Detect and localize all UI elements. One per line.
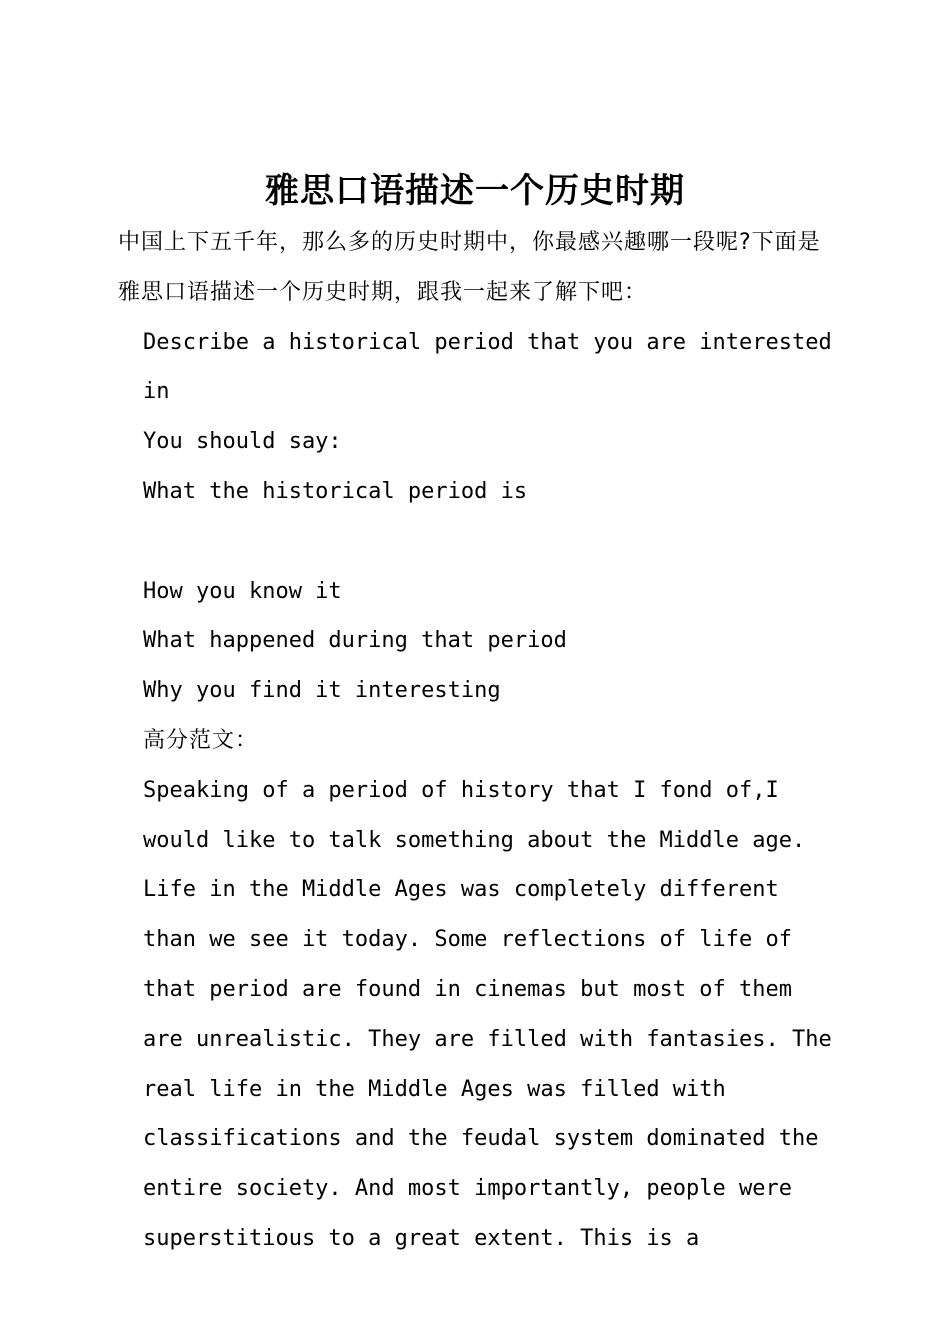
document-title: 雅思口语描述一个历史时期 (265, 170, 685, 211)
cue-item: How you know it (143, 578, 342, 604)
sample-label: 高分范文： (143, 727, 259, 753)
document-body (118, 218, 845, 1264)
cue-item: What happened during that period (143, 628, 567, 654)
sample-answer-paragraph: Speaking of a period of history that I fond of,I would like to talk something about the Middle age. Life in the Middle Ages was completely different than we see it today. Some reflections of life of that period are found in cinemas but most of them are unrealistic. They are filled with fantasies. The real life in the Middle Ages was filled with classifications and the feudal system dominated the entire society. And most importantly, people were superstitious to a great extent. This is a (143, 777, 845, 1251)
intro-paragraph: 中国上下五千年，那么多的历史时期中，你最感兴趣哪一段呢?下面是雅思口语描述一个历史时期，跟我一起来了解下吧： (118, 230, 821, 305)
topic-prompt: Describe a historical period that you are interested in (143, 329, 845, 405)
should-say-label: You should say: (143, 429, 342, 455)
blank-line (118, 517, 838, 567)
cue-item: Why you find it interesting (143, 678, 501, 704)
cue-item: What the historical period is (143, 478, 528, 504)
